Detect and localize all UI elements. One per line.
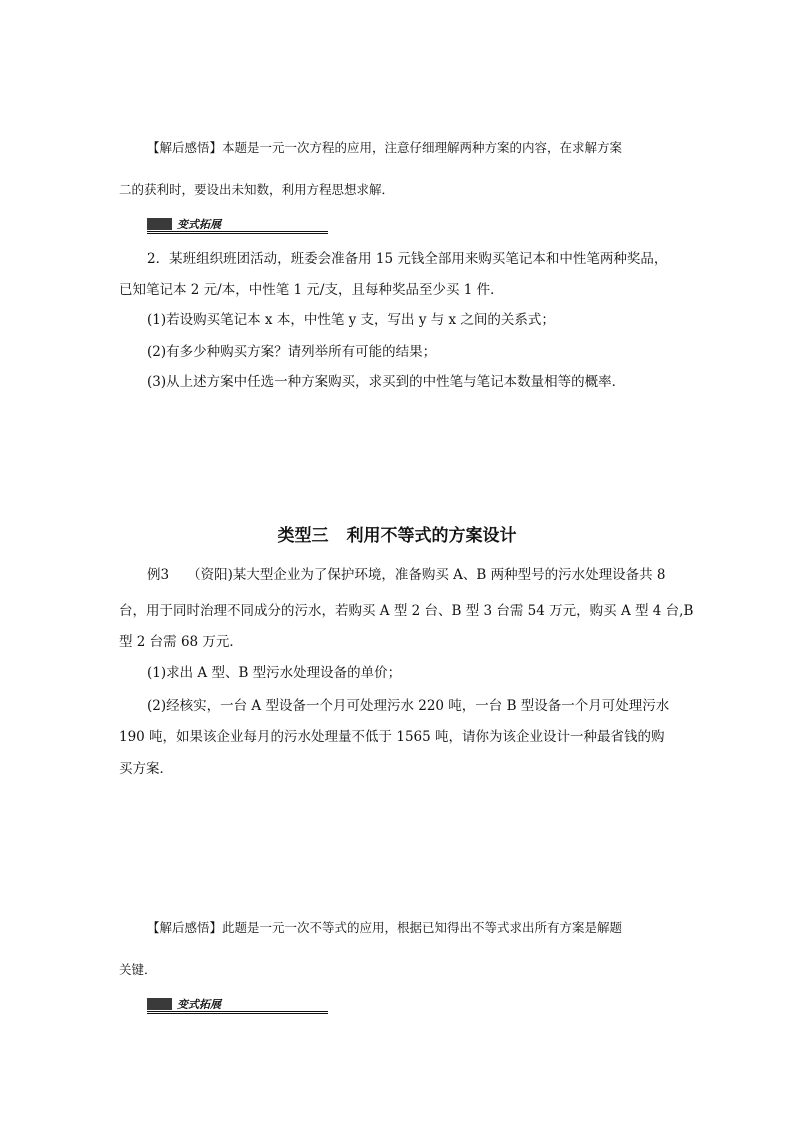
problem-2-question-1: (1)若设购买笔记本 x 本，中性笔 y 支，写出 y 与 x 之间的关系式；	[147, 312, 555, 328]
banner-bar	[147, 218, 172, 230]
example-3-question-1: (1)求出 A 型、B 型污水处理设备的单价；	[147, 665, 402, 681]
example-3-question-2: (2)经核实，一台 A 型设备一个月可处理污水 220 吨，一台 B 型设备一个月可处理污水	[147, 698, 670, 714]
reflection-note-2-cont: 关键．	[119, 962, 157, 977]
banner-rule	[147, 231, 328, 232]
reflection-note-1	[147, 139, 622, 157]
problem-2-line: 2．某班组织班团活动，班委会准备用 15 元钱全部用来购买笔记本和中性笔两种奖品，	[147, 251, 668, 267]
banner-rule	[147, 1013, 328, 1014]
example-3-line: 型 2 台需 68 万元．	[119, 634, 243, 650]
banner-rule	[147, 1011, 328, 1012]
section-heading-type: 类型三	[277, 526, 329, 546]
example-text: （资阳)某大型企业为了保护环境，准备购买 A、B 两种型号的污水处理设备共 8	[187, 567, 666, 583]
variant-extension-banner	[147, 998, 328, 1014]
reflection-label: 【解后感悟】	[147, 140, 223, 155]
example-3-line	[147, 566, 666, 584]
problem-2-question-2: (2)有多少种购买方案？请列举所有可能的结果；	[147, 344, 437, 360]
example-3-question-2-cont: 190 吨，如果该企业每月的污水处理量不低于 1565 吨，请你为该企业设计一种最省钱的购	[119, 729, 665, 745]
banner-label: 变式拓展	[177, 218, 221, 231]
section-heading-title: 利用不等式的方案设计	[346, 526, 517, 546]
reflection-note-2	[147, 919, 622, 937]
problem-2-question-3: (3)从上述方案中任选一种方案购买，求买到的中性笔与笔记本数量相等的概率．	[147, 374, 626, 390]
example-3-question-2-cont: 买方案．	[119, 761, 173, 777]
variant-extension-banner	[147, 218, 328, 234]
banner-bar	[147, 998, 172, 1010]
reflection-label: 【解后感悟】	[147, 920, 223, 935]
reflection-text: 此题是一元一次不等式的应用，根据已知得出不等式求出所有方案是解题	[222, 920, 623, 935]
example-3-line: 台，用于同时治理不同成分的污水，若购买 A 型 2 台、B 型 3 台需 54 万元，购买 A 型 4 台,B	[119, 603, 694, 619]
section-heading	[0, 521, 794, 546]
banner-rule	[147, 233, 328, 234]
banner-label: 变式拓展	[177, 998, 221, 1011]
reflection-note-1-cont: 二的获利时，要设出未知数，利用方程思想求解．	[119, 182, 395, 197]
problem-2-line: 已知笔记本 2 元/本，中性笔 1 元/支，且每种奖品至少买 1 件．	[119, 282, 504, 298]
example-label: 例3	[147, 567, 170, 583]
reflection-text: 本题是一元一次方程的应用，注意仔细理解两种方案的内容，在求解方案	[222, 140, 623, 155]
